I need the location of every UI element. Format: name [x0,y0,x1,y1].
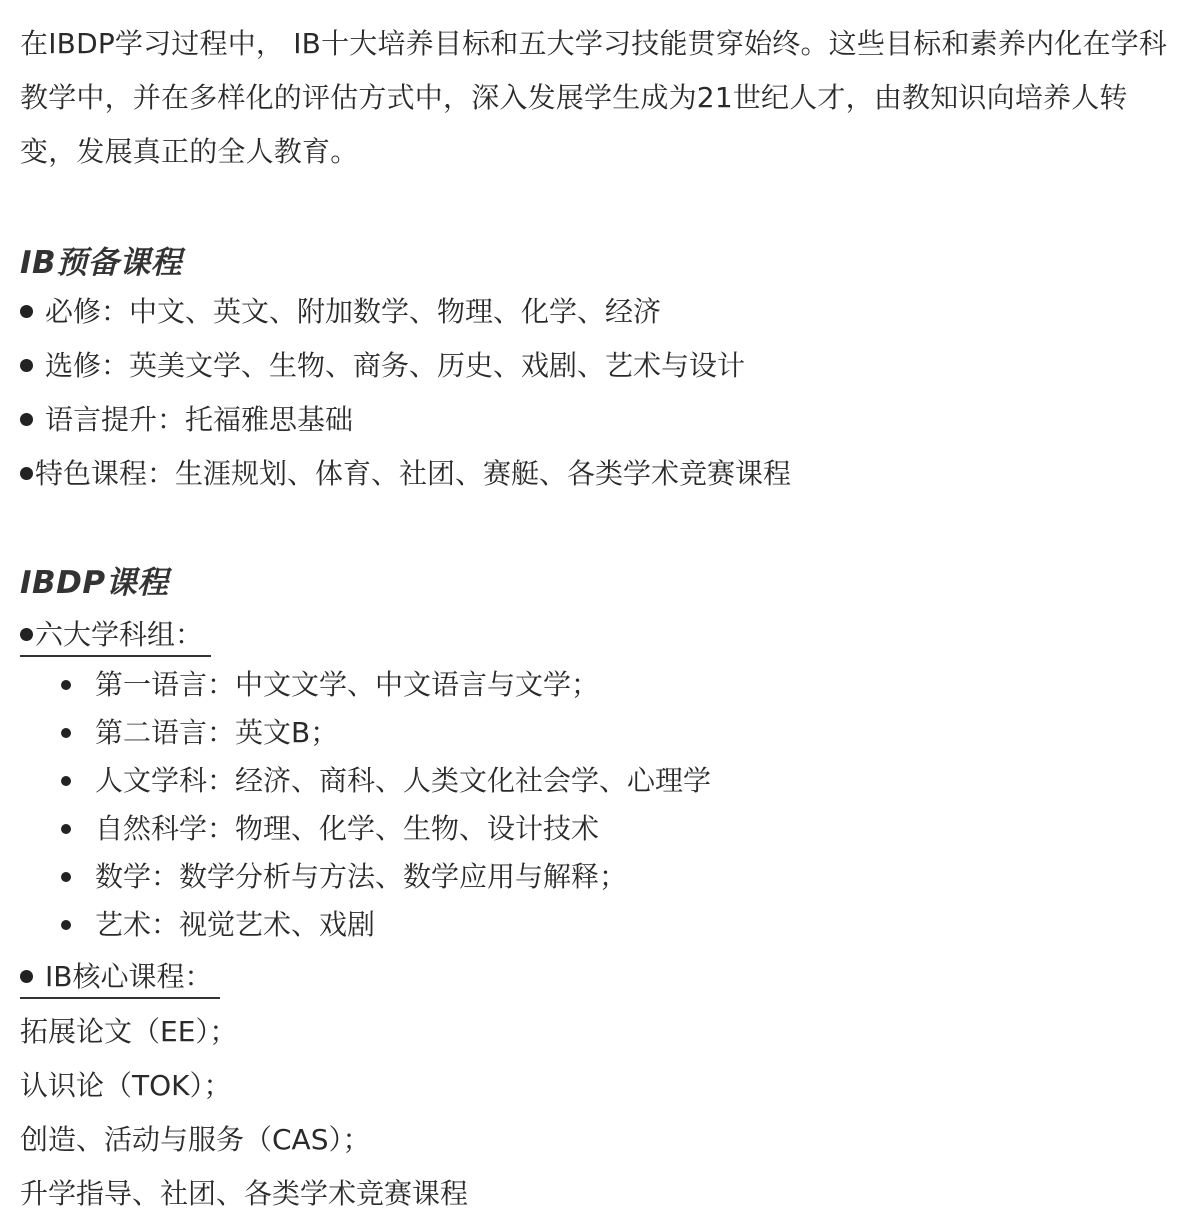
subject-groups-list [20,661,1176,949]
bullet-dot-icon [61,728,71,738]
bullet-dot-icon [61,776,71,786]
bullet-dot-icon [61,680,71,690]
core-courses-heading [20,957,220,999]
bullet-dot-icon [20,467,33,480]
prep-section-title: IB预备课程 [20,245,183,281]
prep-item-text: 必修：中文、英文、附加数学、物理、化学、经济 [45,295,662,328]
core-item: 拓展论文（EE）； [20,1015,238,1048]
subject-group-text: 第二语言：英文B； [95,716,339,749]
bullet-dot-icon [20,413,33,426]
prep-item-language [20,393,1176,447]
list-item [20,805,1176,853]
core-item: 创造、活动与服务（CAS）； [20,1123,371,1156]
bullet-dot-icon [20,305,33,318]
list-item [20,757,1176,805]
intro-paragraph: 在IBDP学习过程中， IB十大培养目标和五大学习技能贯穿始终。这些目标和素养内化在学科教学中，并在多样化的评估方式中，深入发展学生成为21世纪人才，由教知识向培养人转变，发展真正的全人教育。 [20,27,1168,168]
list-item [20,709,1176,757]
list-item [20,853,1176,901]
prep-item-text: 特色课程：生涯规划、体育、社团、赛艇、各类学术竞赛课程 [35,457,792,490]
bullet-dot-icon [20,970,33,983]
subject-groups-block [20,615,1176,949]
subject-group-text: 自然科学：物理、化学、生物、设计技术 [95,812,600,845]
prep-item-elective [20,339,1176,393]
prep-item-featured [20,447,1176,501]
core-item: 认识论（TOK）； [20,1069,232,1102]
subject-group-text: 艺术：视觉艺术、戏剧 [95,908,376,941]
bullet-dot-icon [20,359,33,372]
bullet-dot-icon [61,872,71,882]
ibdp-section-title: IBDP课程 [20,565,169,601]
list-item [20,901,1176,949]
subject-groups-label: 六大学科组： [35,618,204,651]
prep-item-required [20,285,1176,339]
list-item [20,661,1176,709]
bullet-dot-icon [61,824,71,834]
core-courses-block [20,957,1176,1221]
subject-group-text: 数学：数学分析与方法、数学应用与解释； [95,860,628,893]
subject-group-text: 人文学科：经济、商科、人类文化社会学、心理学 [95,764,712,797]
core-courses-list [20,1005,1176,1221]
bullet-dot-icon [61,920,71,930]
prep-item-text: 语言提升：托福雅思基础 [45,403,354,436]
core-courses-label: IB核心课程： [45,960,213,993]
core-item: 升学指导、社团、各类学术竞赛课程 [20,1177,469,1210]
subject-group-text: 第一语言：中文文学、中文语言与文学； [95,668,600,701]
prep-course-list [20,285,1176,501]
subject-groups-heading [20,615,211,657]
prep-item-text: 选修：英美文学、生物、商务、历史、戏剧、艺术与设计 [45,349,746,382]
bullet-dot-icon [20,628,33,641]
